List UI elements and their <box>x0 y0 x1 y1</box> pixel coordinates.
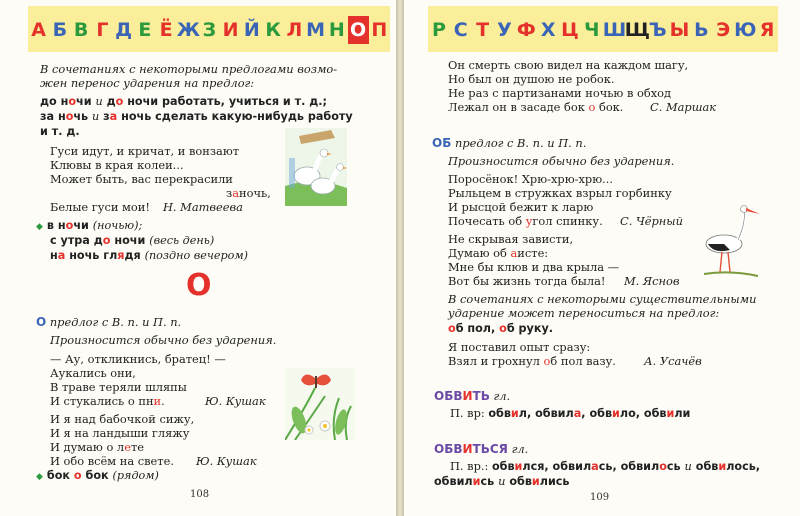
alphabet-letter: И <box>222 19 239 41</box>
example-s-utra: с утра до ночи (весь день) <box>50 234 215 247</box>
alphabet-letter: Ж <box>176 19 201 41</box>
example-continuation: и т. д. <box>40 125 80 138</box>
alphabet-letter: О <box>348 16 369 44</box>
poem-line: Взял и грохнул об пол вазу. <box>448 354 616 368</box>
poem-author: М. Яснов <box>624 274 680 288</box>
entry-obvitsya: ОБВИТЬСЯ гл. <box>434 442 529 456</box>
alphabet-letters <box>28 16 390 44</box>
poem-author: Ю. Кушак <box>196 454 257 468</box>
entry-note: Произносится обычно без ударения. <box>448 154 675 168</box>
poem-line: Мне бы клюв и два крыла — <box>448 260 620 274</box>
poem-line: Вот бы жизнь тогда была! <box>448 274 606 288</box>
intro-line-1: В сочетаниях с некоторыми предлогами возмо- <box>40 62 338 76</box>
entry-headword: ОБВИТЬСЯ <box>434 442 508 456</box>
alphabet-letter: Н <box>328 19 345 41</box>
stork-illustration <box>700 200 762 280</box>
alphabet-letter: К <box>265 19 281 41</box>
poem-line: Не скрывая зависти, <box>448 232 574 246</box>
alphabet-letter: Й <box>243 19 260 41</box>
alphabet-letter: Ш <box>602 19 627 41</box>
poem-author: А. Усачёв <box>644 354 702 368</box>
poem-line: И я над бабочкой сижу, <box>50 412 195 426</box>
page-number: 108 <box>190 489 210 500</box>
alphabet-letter: В <box>73 19 89 41</box>
alphabet-letter: Г <box>96 19 109 41</box>
alphabet-letter: З <box>202 19 217 41</box>
poem-line: Может быть, вас перекрасили <box>50 172 233 186</box>
alphabet-letter: М <box>306 19 326 41</box>
poem-line: Не раз с партизанами ночью в обход <box>448 86 672 100</box>
entry-headword: О <box>36 315 47 329</box>
entry-o: О предлог с В. п. и П. п. <box>36 315 182 329</box>
example-za-noch: за ночь и за ночь сделать какую-нибудь работу <box>40 110 353 123</box>
alphabet-letter: У <box>497 19 512 41</box>
alphabet-strip <box>28 6 390 52</box>
alphabet-letter: Х <box>540 19 556 41</box>
poem-line: Я поставил опыт сразу: <box>448 340 591 354</box>
book-gutter <box>396 0 404 516</box>
poem-line: Клювы в края колеи... <box>50 158 184 172</box>
poem-line: Белые гуси мои! <box>50 200 150 214</box>
poem-line: Рыльцем в стружках взрыл горбинку <box>448 186 672 200</box>
alphabet-letter: С <box>453 19 468 41</box>
poem-line: Он смерть свою видел на каждом шагу, <box>448 58 689 72</box>
entry-ob: ОБ предлог с В. п. и П. п. <box>432 136 587 150</box>
poem-line: Поросёнок! Хрю-хрю-хрю... <box>448 172 613 186</box>
alphabet-letter: Я <box>759 19 775 41</box>
poem-line: Лежал он в засаде бок о бок. <box>448 100 624 114</box>
poem-line: Но был он душою не робок. <box>448 72 615 86</box>
example-na-noch: на ночь глядя (поздно вечером) <box>50 249 249 262</box>
alphabet-letter: Ь <box>694 19 709 41</box>
entry-headword: ОБВИТЬ <box>434 389 490 403</box>
intro-line-2: жен перенос ударения на предлог: <box>40 76 255 90</box>
poem-line: И думаю о лете <box>50 440 144 454</box>
left-page <box>0 0 396 516</box>
section-letter: О <box>186 268 212 303</box>
example-do-nochi: до ночи и до ночи работать, учиться и т. д.; <box>40 95 328 108</box>
poem-author: С. Чёрный <box>620 214 683 228</box>
entry-forms: П. вр.: обвился, обвилась, обвилось и обвилось, <box>450 459 761 473</box>
poem-line: Гуси идут, и кричат, и вонзают <box>50 144 240 158</box>
alphabet-letter: Ю <box>734 19 757 41</box>
butterfly-flowers-illustration <box>285 368 355 440</box>
alphabet-letter: Э <box>716 19 731 41</box>
alphabet-letter: Е <box>138 19 152 41</box>
poem-line: И рысцой бежит к ларю <box>448 200 594 214</box>
alphabet-letter: Ф <box>516 19 536 41</box>
poem-line: Думаю об аисте: <box>448 246 549 260</box>
alphabet-letter: Л <box>286 19 303 41</box>
alphabet-letter: Ё <box>159 19 173 41</box>
alphabet-letters <box>428 16 778 44</box>
poem-author: Н. Матвеева <box>163 200 243 214</box>
entry-obvit: ОБВИТЬ гл. <box>434 389 511 403</box>
poem-line: Почесать об угол спинку. <box>448 214 603 228</box>
poem-author: С. Маршак <box>650 100 717 114</box>
example-bok-o-bok: ◆ бок о бок (рядом) <box>36 469 159 482</box>
page-number: 109 <box>590 492 610 503</box>
right-page <box>404 0 800 516</box>
alphabet-letter: Б <box>52 19 68 41</box>
alphabet-letter: Щ <box>624 19 650 41</box>
poem-line: И обо всём на свете. <box>50 454 174 468</box>
alphabet-letter: Ц <box>561 19 579 41</box>
poem-line: заночь, <box>226 186 271 200</box>
poem-line: И я на ландыши гляжу <box>50 426 190 440</box>
poem-line: Аукались они, <box>50 366 136 380</box>
alphabet-letter: Т <box>476 19 490 41</box>
poem-line: В траве теряли шляпы <box>50 380 187 394</box>
entry-headword: ОБ <box>432 136 452 150</box>
alphabet-letter: А <box>31 19 46 41</box>
poem-line: И стукались о пни. <box>50 394 165 408</box>
note-line-2: ударение может переноситься на предлог: <box>448 306 720 320</box>
note-line-1: В сочетаниях с некоторыми существительными <box>448 292 757 306</box>
geese-illustration <box>285 128 347 206</box>
diamond-bullet-icon: ◆ <box>36 222 43 232</box>
alphabet-letter: Ч <box>584 19 600 41</box>
alphabet-letter: Ъ <box>648 19 667 41</box>
poem-line: — Ау, откликнись, братец! — <box>50 352 226 366</box>
poem-author: Ю. Кушак <box>205 394 266 408</box>
alphabet-letter: Д <box>115 19 133 41</box>
entry-forms: П. вр: обвил, обвила, обвило, обвили <box>450 406 691 420</box>
alphabet-letter: Ы <box>669 19 690 41</box>
example-v-nochi: ◆ в ночи (ночью); <box>36 219 143 232</box>
entry-note: Произносится обычно без ударения. <box>50 333 277 347</box>
entry-forms: обвились и обвились <box>434 474 570 488</box>
alphabet-letter: П <box>371 19 388 41</box>
alphabet-strip <box>428 6 778 52</box>
example-ob-pol: об пол, об руку. <box>448 322 553 335</box>
alphabet-letter: Р <box>431 19 446 41</box>
diamond-bullet-icon: ◆ <box>36 472 43 482</box>
